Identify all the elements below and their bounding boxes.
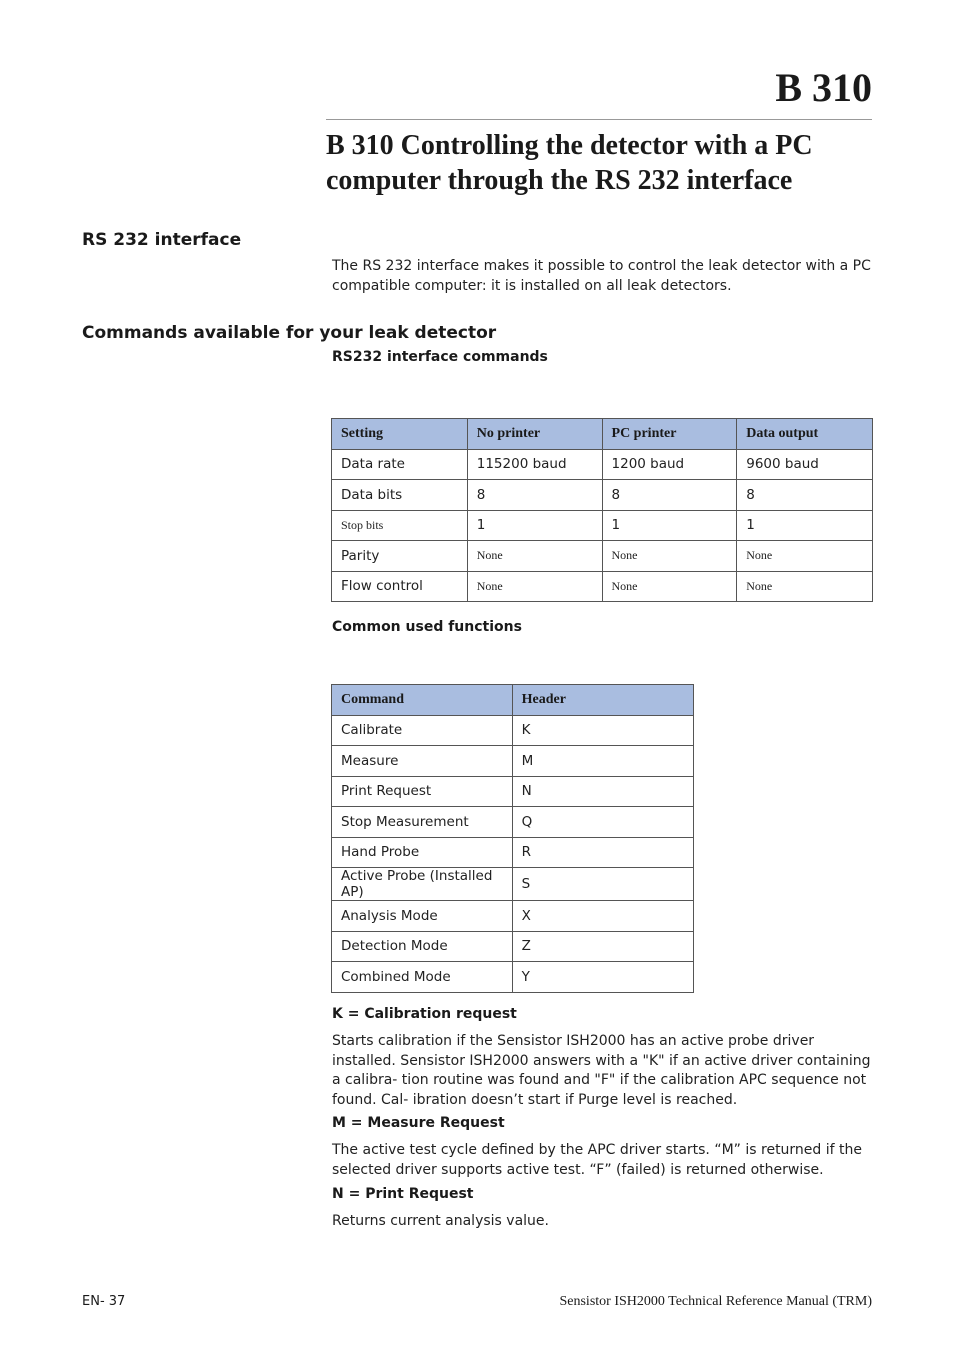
table-header-row	[332, 419, 873, 450]
table-cell: None	[737, 541, 873, 572]
measure-request-description: The active test cycle defined by the APC driver starts. “M” is returned if the selected driver supports active test. “F” (failed) is returned otherwise.	[332, 1142, 863, 1178]
table-header-row	[332, 685, 694, 716]
rs232-description: The RS 232 interface makes it possible to control the leak detector with a PC compatible computer: it is installed on all leak detectors.	[332, 258, 871, 294]
column-header: Header	[512, 685, 693, 716]
table-row	[332, 962, 694, 993]
table-cell: S	[512, 868, 693, 901]
calibration-request-heading: K = Calibration request	[332, 1006, 517, 1022]
column-header: PC printer	[602, 419, 737, 450]
table-cell: 8	[467, 480, 602, 511]
measure-request-heading: M = Measure Request	[332, 1115, 505, 1131]
table-row	[332, 868, 694, 901]
table-cell: 115200 baud	[467, 449, 602, 480]
section-heading-rs232: RS 232 interface	[82, 230, 242, 250]
table-cell: Active Probe (Installed AP)	[332, 868, 513, 901]
table-cell: Measure	[332, 746, 513, 777]
table-row	[332, 510, 873, 541]
table-cell: Calibrate	[332, 715, 513, 746]
table-row	[332, 449, 873, 480]
page-title: B 310 Controlling the detector with a PC computer through the RS 232 interface	[326, 130, 813, 196]
column-header: No printer	[467, 419, 602, 450]
column-header: Setting	[332, 419, 468, 450]
table-row	[332, 746, 694, 777]
table-cell: 1	[602, 510, 737, 541]
table-cell: Flow control	[332, 571, 468, 602]
table-row	[332, 807, 694, 838]
table-cell: 1	[737, 510, 873, 541]
table-cell: X	[512, 901, 693, 932]
table-cell: 1200 baud	[602, 449, 737, 480]
section-heading-commands: Commands available for your leak detector	[82, 323, 497, 343]
table-cell: Print Request	[332, 776, 513, 807]
table-cell: None	[467, 571, 602, 602]
table-row	[332, 541, 873, 572]
calibration-request-description: Starts calibration if the Sensistor ISH2000 has an active probe driver installed. Sensistor ISH2000 answers with a "K" if an active driver containing a calibra- tion routine was found and "F" if the calibration APC sequence not found. Cal- ibration doesn’t start if Purge level is reached.	[332, 1033, 871, 1108]
table-cell: None	[602, 541, 737, 572]
table-cell: 8	[737, 480, 873, 511]
table-row	[332, 480, 873, 511]
table-cell: Parity	[332, 541, 468, 572]
table-row	[332, 901, 694, 932]
table-cell: Hand Probe	[332, 837, 513, 868]
table-cell: 1	[467, 510, 602, 541]
table-caption-common-functions: Common used functions	[332, 619, 522, 635]
table-cell: Y	[512, 962, 693, 993]
functions-table	[331, 684, 694, 993]
table-cell: K	[512, 715, 693, 746]
print-request-heading: N = Print Request	[332, 1186, 474, 1202]
table-cell: 9600 baud	[737, 449, 873, 480]
manual-title: Sensistor ISH2000 Technical Reference Manual (TRM)	[559, 1294, 872, 1309]
column-header: Data output	[737, 419, 873, 450]
table-cell: R	[512, 837, 693, 868]
table-cell: Detection Mode	[332, 931, 513, 962]
table-cell: Q	[512, 807, 693, 838]
table-cell: None	[467, 541, 602, 572]
settings-table	[331, 418, 873, 602]
table-row	[332, 571, 873, 602]
table-row	[332, 776, 694, 807]
table-row	[332, 715, 694, 746]
table-cell: Data rate	[332, 449, 468, 480]
table-cell: Stop bits	[332, 510, 468, 541]
table-caption-interface-commands: RS232 interface commands	[332, 349, 548, 365]
table-cell: Data bits	[332, 480, 468, 511]
chapter-divider	[326, 119, 872, 120]
table-cell: Combined Mode	[332, 962, 513, 993]
table-row	[332, 837, 694, 868]
page-number: EN- 37	[82, 1294, 126, 1309]
table-cell: None	[602, 571, 737, 602]
table-cell: M	[512, 746, 693, 777]
table-cell: N	[512, 776, 693, 807]
table-cell: None	[737, 571, 873, 602]
chapter-tag: B 310	[775, 65, 872, 110]
table-cell: 8	[602, 480, 737, 511]
table-cell: Stop Measurement	[332, 807, 513, 838]
print-request-description: Returns current analysis value.	[332, 1213, 549, 1229]
table-row	[332, 931, 694, 962]
table-cell: Z	[512, 931, 693, 962]
column-header: Command	[332, 685, 513, 716]
table-cell: Analysis Mode	[332, 901, 513, 932]
